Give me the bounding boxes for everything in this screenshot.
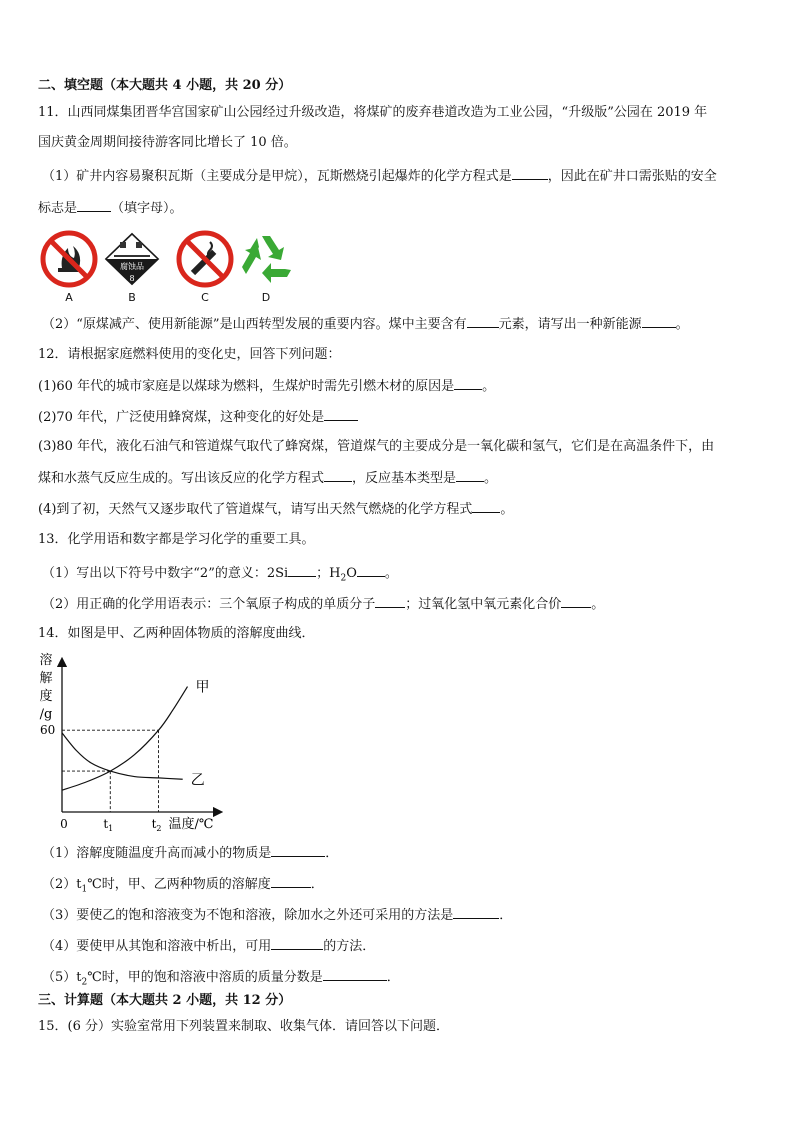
q15-text: 15．(6 分）实验室常用下列装置来制取、收集气体．请回答以下问题． [38,1019,450,1034]
q14-intro: 14．如图是甲、乙两种固体物质的溶解度曲线． [38,626,315,641]
q11-p2-text-b: 元素，请写出一种新能源 [498,317,642,332]
q13-l2-text-a: （2）用正确的化学用语表示：三个氧原子构成的单质分子 [42,597,376,612]
answer-blank [453,905,499,919]
q11-p1-text-a: （1）矿井内容易聚积瓦斯（主要成分是甲烷），瓦斯燃烧引起爆炸的化学方程式是 [42,169,512,184]
q12-l4-text: (4)到了初，天然气又逐步取代了管道煤气，请写出天然气燃烧的化学方程式 [38,502,473,517]
no-open-flame-sign-icon [43,233,95,285]
sign-label-c: C [201,291,209,304]
series-label-1: 乙 [190,772,205,789]
q14-line-1 [42,843,338,863]
q11-part-1-line-2 [38,198,183,218]
q12-line-2 [38,407,358,427]
q11-intro-line-2: 国庆黄金周期间接待游客同比增长了 10 倍。 [38,135,297,150]
answer-blank [288,563,316,577]
q11-p1-text-b: ，因此在矿井口需张贴的安全 [547,169,717,184]
solubility-chart [30,648,230,838]
q14-l5-text-b: ℃时，甲的饱和溶液中溶质的质量分数是 [87,970,323,985]
q13-line-2 [42,594,604,614]
q11-part-1-line-1 [42,166,717,186]
x-tick-label-1: $t_2$ [151,817,162,833]
q11-part-2 [42,314,689,334]
answer-blank [454,376,482,390]
y-axis-label [39,652,52,722]
answer-blank [472,499,500,513]
q14-l2-text-a: （2）t [42,877,82,892]
answer-blank [456,468,484,482]
q14-l2-subscript: 1 [81,884,88,895]
q12-intro: 12．请根据家庭燃料使用的变化史，回答下列问题： [38,347,341,362]
q12-l4-end: 。 [500,502,514,517]
q12-l3b-text-c: 。 [484,471,498,486]
q14-l4-text-a: （4）要使甲从其饱和溶液中析出，可用 [42,939,272,954]
q14-l1-end: ． [325,846,339,861]
answer-blank [642,314,676,328]
q11-intro-line-1: 11．山西同煤集团晋华宫国家矿山公园经过升级改造，将煤矿的废弃巷道改造为工业公园，“升级版”公园在 2019 年 [38,105,708,120]
x-axis-label: 温度/℃ [168,817,214,832]
q14-l5-text-a: （5）t [42,970,82,985]
safety-signs [38,228,298,292]
q12-line-3b [38,468,497,488]
sign-label-b: B [128,291,136,304]
q14-line-2 [42,874,324,899]
answer-blank [561,594,591,608]
q13-l2-text-c: 。 [591,597,605,612]
corrosive-sign-number: 8 [129,274,135,283]
x-tick-label-0: $t_1$ [103,817,114,833]
q14-l5-end: ． [386,970,400,985]
q14-l3-end: ． [499,908,513,923]
answer-blank [324,407,358,421]
answer-blank [467,314,499,328]
q12-line-4 [38,499,513,519]
y-axis-label-char: 度 [39,689,53,704]
corrosive-sign-icon [104,232,160,286]
no-smoking-sign-icon [179,233,231,285]
recycle-sign-icon [242,236,291,283]
q13-l1-text-c: O [346,566,357,581]
answer-blank [77,198,111,212]
q12-line-1 [38,376,495,396]
y-axis-label-char: 溶 [39,653,53,668]
q13-line-1 [42,563,398,588]
sign-label-d: D [261,291,271,304]
q12-l1-end: 。 [482,379,496,394]
q14-l2-end: ． [310,877,324,892]
series-curve-1 [62,733,183,779]
q13-l1-text-b: ；H [316,566,341,581]
q11-p2-text-a: （2）“原煤减产、使用新能源”是山西转型发展的重要内容。煤中主要含有 [42,317,467,332]
y-axis-label-char: /g [39,707,53,722]
q13-l1-subscript: 2 [340,573,347,584]
chart-curves [62,680,210,791]
q12-line-3: (3)80 年代，液化石油气和管道煤气取代了蜂窝煤，管道煤气的主要成分是一氧化碳和氢气，它们是在高温条件下，由 [38,439,715,454]
answer-blank [271,843,325,857]
q11-p1-text-c: 标志是 [38,201,78,216]
answer-blank [271,874,311,888]
q14-l1-text: （1）溶解度随温度升高而减小的物质是 [42,846,272,861]
chart-tick-labels [40,723,213,833]
q12-l1-text: (1)60 年代的城市家庭是以煤球为燃料，生煤炉时需先引燃木材的原因是 [38,379,455,394]
q13-l2-text-b: ；过氧化氢中氧元素化合价 [405,597,562,612]
y-tick-label-0: 60 [40,723,56,738]
section-3-title: 三、计算题（本大题共 2 小题，共 12 分） [38,993,292,1008]
answer-blank [324,468,352,482]
q14-l5-subscript: 2 [81,977,88,988]
origin-label: 0 [60,817,68,831]
q13-l1-text-a: （1）写出以下符号中数字“2”的意义：2Si [42,566,289,581]
answer-blank [512,166,548,180]
q12-l2-text: (2)70 年代，广泛使用蜂窝煤，这种变化的好处是 [38,410,325,425]
series-label-0: 甲 [195,679,210,696]
corrosive-sign-text: 腐蚀品 [120,262,144,271]
answer-blank [357,563,385,577]
q11-p1-text-d: （填字母）。 [111,201,183,216]
q14-l4-text-b: 的方法． [323,939,376,954]
answer-blank [323,967,387,981]
q12-l3b-text-b: ，反应基本类型是 [352,471,457,486]
q14-line-5 [42,967,400,992]
q13-intro: 13．化学用语和数字都是学习化学的重要工具。 [38,532,315,547]
q14-l2-text-b: ℃时，甲、乙两种物质的溶解度 [87,877,271,892]
q14-l3-text: （3）要使乙的饱和溶液变为不饱和溶液，除加水之外还可采用的方法是 [42,908,454,923]
answer-blank [375,594,405,608]
q12-l3b-text-a: 煤和水蒸气反应生成的。写出该反应的化学方程式 [38,471,325,486]
q13-l1-text-d: 。 [384,566,398,581]
q11-p2-text-c: 。 [675,317,689,332]
section-2-title: 二、填空题（本大题共 4 小题，共 20 分） [38,78,292,93]
q14-line-3 [42,905,512,925]
answer-blank [271,936,323,950]
sign-label-a: A [65,291,73,304]
y-axis-label-char: 解 [39,671,53,686]
q14-line-4 [42,936,375,956]
